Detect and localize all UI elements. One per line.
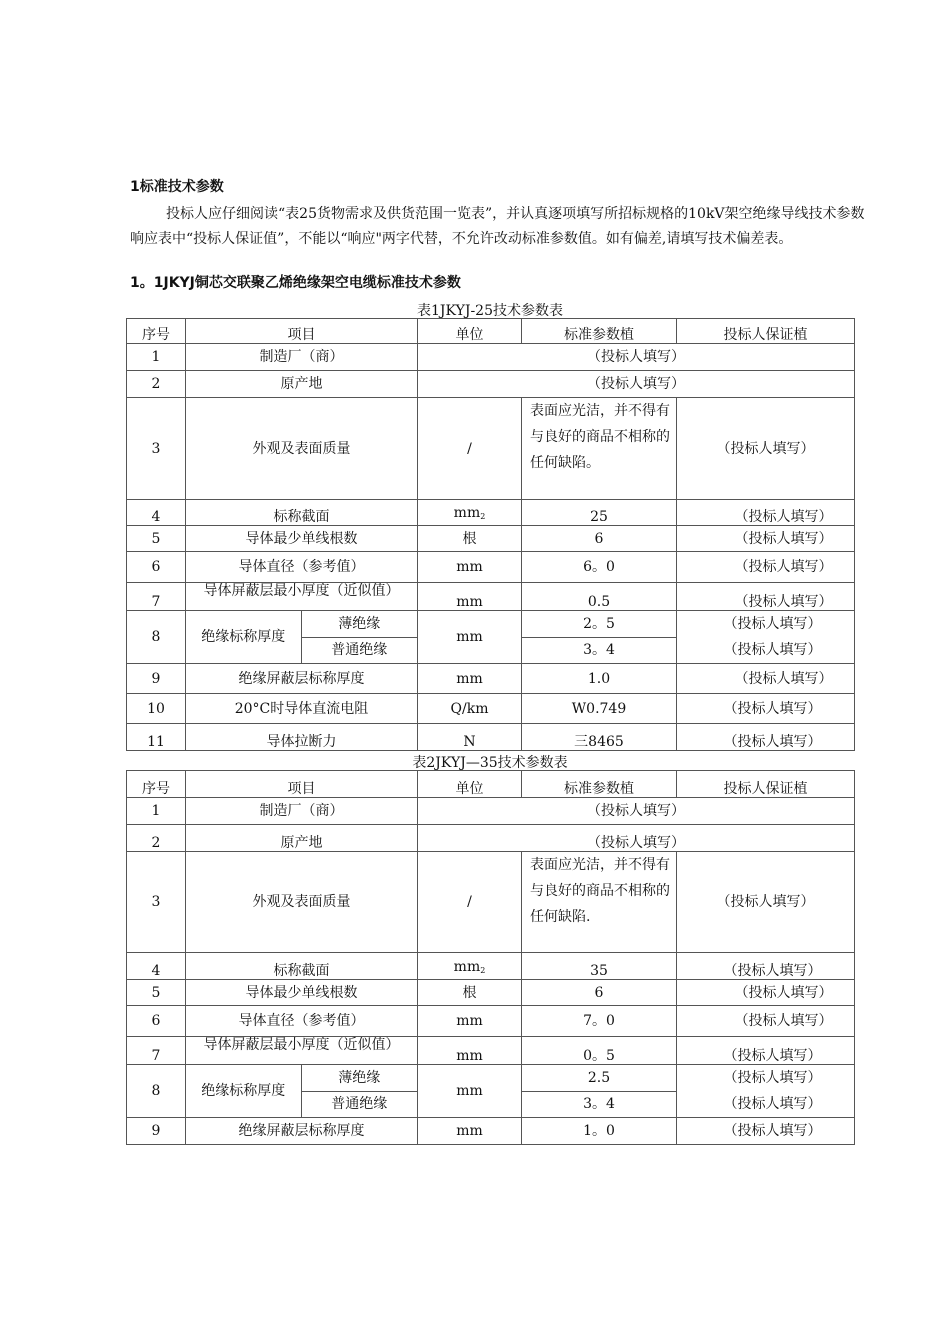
row-item: 原产地 <box>186 371 418 398</box>
table-row <box>127 583 855 611</box>
row-no: 6 <box>127 552 186 583</box>
header-standard: 标准参数植 <box>522 319 677 344</box>
unit-superscript: 2 <box>480 512 486 521</box>
table2-header-row <box>127 771 855 798</box>
row-standard: 0。5 <box>522 1037 677 1065</box>
row-bid: （投标人填写） <box>677 852 855 953</box>
row-no: 4 <box>127 500 186 526</box>
row-item: 导体直径（参考值） <box>186 552 418 583</box>
row-unit: mm <box>418 583 522 611</box>
row-bid: （投标人填写） <box>677 724 855 751</box>
row-bid: （投标人填写） <box>677 583 855 611</box>
row-standard: 6 <box>522 526 677 552</box>
table-row <box>127 664 855 694</box>
row-standard: 35 <box>522 953 677 980</box>
row-unit: mm <box>418 1037 522 1065</box>
row-unit: / <box>418 398 522 500</box>
header-bid: 投标人保证植 <box>677 771 855 798</box>
row-item-split <box>186 611 417 663</box>
row-no: 10 <box>127 694 186 724</box>
row-item <box>186 1037 418 1065</box>
row-item: 20°C时导体直流电阻 <box>186 694 418 724</box>
row-no: 11 <box>127 724 186 751</box>
table-row <box>127 552 855 583</box>
subsection-title: 1。1JKYJ铜芯交联聚乙烯绝缘架空电缆标准技术参数 <box>130 275 461 291</box>
row-standard: 表面应光洁，并不得有与良好的商品不相称的任何缺陷。 <box>522 398 677 500</box>
row-no: 3 <box>127 398 186 500</box>
row-item: 导体拉断力 <box>186 724 418 751</box>
table1 <box>126 318 855 751</box>
table-row <box>127 852 855 953</box>
row-bid: （投标人填写） <box>677 953 855 980</box>
row-no: 8 <box>127 1065 186 1118</box>
header-unit: 单位 <box>418 771 522 798</box>
row-item: 制造厂（商） <box>186 344 418 371</box>
table-row <box>127 371 855 398</box>
table2 <box>126 770 855 1145</box>
row-standard: 1.0 <box>522 664 677 694</box>
header-item: 项目 <box>186 771 418 798</box>
table-row <box>127 980 855 1006</box>
row-item <box>186 611 418 664</box>
table-row <box>127 344 855 371</box>
row-standard: 0.5 <box>522 583 677 611</box>
row-standard: 25 <box>522 500 677 526</box>
table-row <box>127 1037 855 1065</box>
table-row <box>127 500 855 526</box>
row-item-text: 绝缘标称厚度 <box>186 1065 301 1117</box>
row-standard: 1。0 <box>522 1118 677 1145</box>
row-no: 9 <box>127 664 186 694</box>
row-standard: 6。0 <box>522 552 677 583</box>
table-row <box>127 694 855 724</box>
table-row <box>127 825 855 852</box>
row-unit: mm <box>418 664 522 694</box>
header-unit: 单位 <box>418 319 522 344</box>
row-standard: 三8465 <box>522 724 677 751</box>
header-no: 序号 <box>127 771 186 798</box>
row-item: 标称截面 <box>186 953 418 980</box>
row-no: 3 <box>127 852 186 953</box>
row-bid: （投标人填写） <box>677 980 855 1006</box>
row-bid: （投标人填写） <box>677 637 855 664</box>
row-standard: 3。4 <box>522 637 677 664</box>
row-item: 外观及表面质量 <box>186 398 418 500</box>
row-item: 导体最少单线根数 <box>186 980 418 1006</box>
header-bid: 投标人保证植 <box>677 319 855 344</box>
row-unit: mm <box>418 1006 522 1037</box>
row-merged-value: （投标人填写） <box>418 371 855 398</box>
row-bid: （投标人填写） <box>677 552 855 583</box>
table-row <box>127 1118 855 1145</box>
table-row <box>127 398 855 500</box>
row-merged-value: （投标人填写） <box>418 344 855 371</box>
row-no: 6 <box>127 1006 186 1037</box>
row-bid: （投标人填写） <box>677 1091 855 1118</box>
row-merged-value: （投标人填写） <box>418 798 855 825</box>
row-no: 1 <box>127 798 186 825</box>
table-row <box>127 724 855 751</box>
header-no: 序号 <box>127 319 186 344</box>
row-bid: （投标人填写） <box>677 1118 855 1145</box>
row-item-text: 导体屏蔽层最小厚度（近似值） <box>203 1037 400 1053</box>
row-item: 导体最少单线根数 <box>186 526 418 552</box>
header-standard: 标准参数植 <box>522 771 677 798</box>
row-subitem-thin: 薄绝缘 <box>301 1065 417 1091</box>
row-item: 标称截面 <box>186 500 418 526</box>
row-subitem-thin: 薄绝缘 <box>301 611 417 637</box>
row-item: 导体直径（参考值） <box>186 1006 418 1037</box>
row-item-text: 绝缘标称厚度 <box>186 611 301 663</box>
row-unit: / <box>418 852 522 953</box>
section-title: 1标准技术参数 <box>130 179 224 195</box>
row-unit: 根 <box>418 980 522 1006</box>
row-no: 1 <box>127 344 186 371</box>
row-item: 绝缘屏蔽层标称厚度 <box>186 664 418 694</box>
row-standard: W0.749 <box>522 694 677 724</box>
row-subitem-normal: 普通绝缘 <box>331 1096 388 1113</box>
intro-paragraph <box>130 202 865 252</box>
row-standard: 6 <box>522 980 677 1006</box>
table-row <box>127 1006 855 1037</box>
table-row <box>127 1065 855 1092</box>
row-item: 制造厂（商） <box>186 798 418 825</box>
unit-text: mm <box>453 959 481 975</box>
row-no: 9 <box>127 1118 186 1145</box>
row-standard: 3。4 <box>522 1091 677 1118</box>
row-bid: （投标人填写） <box>677 1037 855 1065</box>
row-no: 7 <box>127 1037 186 1065</box>
row-item: 外观及表面质量 <box>186 852 418 953</box>
row-unit: mm <box>418 611 522 664</box>
table-row <box>127 953 855 980</box>
row-bid: （投标人填写） <box>677 664 855 694</box>
row-unit <box>418 500 522 526</box>
row-unit: mm <box>418 552 522 583</box>
row-no: 4 <box>127 953 186 980</box>
table-row <box>127 798 855 825</box>
row-bid: （投标人填写） <box>677 398 855 500</box>
row-item: 绝缘屏蔽层标称厚度 <box>186 1118 418 1145</box>
intro-text: 投标人应仔细阅读“表25货物需求及供货范围一览表”，并认真逐项填写所招标规格的10kV架空绝缘导线技术参数响应表中“投标人保证值”，不能以“响应"两字代替，不允许改动标准参数值。如有偏差,请填写技术偏差表。 <box>130 206 865 247</box>
row-item: 原产地 <box>186 825 418 852</box>
row-standard: 7。0 <box>522 1006 677 1037</box>
row-standard: 表面应光洁，并不得有与良好的商品不相称的任何缺陷. <box>522 852 677 953</box>
row-no: 5 <box>127 526 186 552</box>
row-bid: （投标人填写） <box>677 611 855 638</box>
row-bid: （投标人填写） <box>677 1006 855 1037</box>
row-unit: 根 <box>418 526 522 552</box>
header-item: 项目 <box>186 319 418 344</box>
table2-caption: 表2JKYJ—35技术参数表 <box>412 755 568 771</box>
row-bid: （投标人填写） <box>677 1065 855 1092</box>
row-subitem-normal: 普通绝缘 <box>331 642 388 659</box>
row-no: 5 <box>127 980 186 1006</box>
row-unit: Q/km <box>418 694 522 724</box>
table1-caption: 表1JKYJ-25技术参数表 <box>416 303 563 319</box>
row-bid: （投标人填写） <box>677 694 855 724</box>
row-item <box>186 583 418 611</box>
row-unit: N <box>418 724 522 751</box>
row-unit: mm <box>418 1065 522 1118</box>
row-no: 2 <box>127 825 186 852</box>
row-unit: mm <box>418 1118 522 1145</box>
table-row <box>127 611 855 638</box>
row-item <box>186 1065 418 1118</box>
row-unit <box>418 953 522 980</box>
row-standard: 2.5 <box>522 1065 677 1092</box>
table-row <box>127 526 855 552</box>
row-no: 2 <box>127 371 186 398</box>
row-no: 7 <box>127 583 186 611</box>
row-bid: （投标人填写） <box>677 526 855 552</box>
row-item-text: 导体屏蔽层最小厚度（近似值） <box>203 583 400 599</box>
row-no: 8 <box>127 611 186 664</box>
unit-superscript: 2 <box>480 966 486 975</box>
unit-text: mm <box>453 505 481 521</box>
row-merged-value: （投标人填写） <box>418 825 855 852</box>
row-item-split <box>186 1065 417 1117</box>
row-bid: （投标人填写） <box>677 500 855 526</box>
table1-header-row <box>127 319 855 344</box>
row-standard: 2。5 <box>522 611 677 638</box>
